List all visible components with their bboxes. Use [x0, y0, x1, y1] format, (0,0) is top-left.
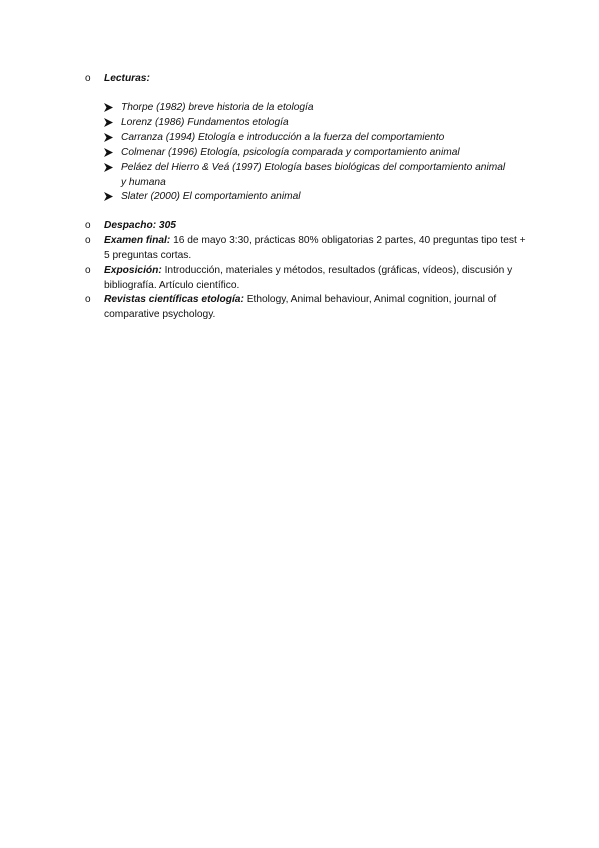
- bullet-marker: o: [85, 220, 91, 231]
- reading-text: Colmenar (1996) Etología, psicología comparada y comportamiento animal: [121, 147, 460, 158]
- bullet-marker: o: [85, 265, 91, 276]
- arrow-bullet-icon: [104, 130, 116, 145]
- reading-text: Carranza (1994) Etología e introducción a la fuerza del comportamiento: [121, 132, 445, 143]
- bullet-marker: o: [85, 294, 91, 305]
- bullet-marker: o: [85, 73, 91, 84]
- arrow-bullet-icon: [104, 160, 116, 175]
- reading-text: Peláez del Hierro & Veá (1997) Etología bases biológicas del comportamiento animal y humana: [121, 162, 506, 188]
- examen-paragraph: [104, 233, 529, 263]
- lecturas-label: Lecturas:: [104, 73, 150, 84]
- examen-label: Examen final:: [104, 235, 171, 246]
- arrow-bullet-icon: [104, 145, 116, 160]
- arrow-bullet-icon: [104, 100, 116, 115]
- revistas-text: Ethology, Animal behaviour, Animal cognition, journal of comparative psychology.: [104, 294, 497, 320]
- despacho-label: Despacho: 305: [104, 220, 176, 231]
- exposicion-label: Exposición:: [104, 265, 162, 276]
- reading-text: Slater (2000) El comportamiento animal: [121, 191, 301, 202]
- examen-text: 16 de mayo 3:30, prácticas 80% obligatorias 2 partes, 40 preguntas tipo test + 5 preguntas cortas.: [104, 235, 526, 261]
- exposicion-paragraph: [104, 263, 529, 293]
- reading-text: Thorpe (1982) breve historia de la etología: [121, 102, 314, 113]
- bullet-marker: o: [85, 235, 91, 246]
- revistas-paragraph: [104, 292, 529, 322]
- arrow-bullet-icon: [104, 115, 116, 130]
- exposicion-text: Introducción, materiales y métodos, resultados (gráficas, vídeos), discusión y bibliografía. Artículo científico.: [104, 265, 513, 291]
- reading-text: Lorenz (1986) Fundamentos etología: [121, 117, 289, 128]
- arrow-bullet-icon: [104, 189, 116, 204]
- revistas-label: Revistas científicas etología:: [104, 294, 244, 305]
